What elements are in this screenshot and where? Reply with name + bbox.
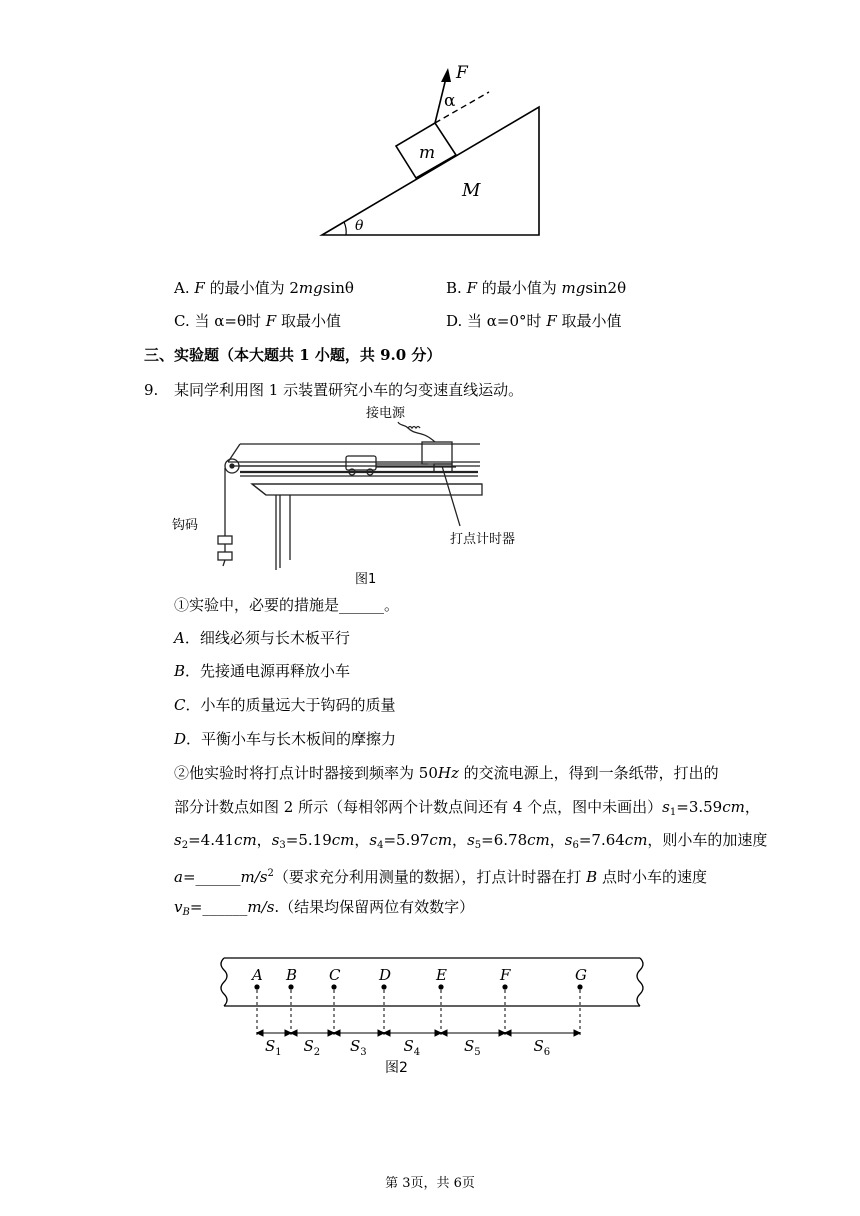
s2-sub: 2	[181, 840, 189, 851]
s5-comma: ，	[549, 831, 565, 849]
option-b-var: F	[466, 279, 477, 297]
page-footer: 第 3页，共 6页	[385, 1176, 475, 1191]
figure2-caption: 图2	[385, 1060, 408, 1076]
s3-value: =5.19	[285, 831, 332, 849]
option-d-var: F	[546, 312, 557, 330]
wedge-mass-label: M	[462, 180, 481, 201]
part1-option-c[interactable]	[174, 695, 396, 715]
option-c[interactable]	[174, 311, 341, 331]
segment-arrowhead	[257, 1030, 263, 1036]
accel-unit-sup: 2	[267, 868, 274, 879]
part1-prompt: ①实验中，必要的措施是______。	[174, 596, 400, 614]
part2-hz: Hz	[437, 764, 459, 782]
tape-dot-g	[577, 984, 582, 989]
segment-arrowhead	[574, 1030, 580, 1036]
s3-comma: ，	[354, 831, 370, 849]
part2-line4-tail: 点时小车的速度	[597, 868, 707, 886]
s2-value: =4.41	[188, 831, 235, 849]
theta-label: θ	[355, 218, 364, 234]
option-a-text2: sinθ	[322, 279, 354, 297]
timer-pointer	[442, 466, 460, 526]
part1-option-b[interactable]	[174, 661, 350, 681]
s1-comma: ，	[744, 798, 760, 816]
accel-var: a	[174, 868, 183, 886]
tape-point-label-b: B	[286, 966, 298, 984]
part2-line2	[174, 797, 760, 823]
s5-value: =6.78	[481, 831, 528, 849]
s3-var: s	[271, 831, 280, 849]
part1-b-text: ．先接通电源再释放小车	[185, 662, 351, 680]
part1-d-text: ．平衡小车与长木板间的摩擦力	[186, 730, 397, 748]
timer-label: 打点计时器	[450, 532, 516, 547]
tape-dot-a	[254, 984, 259, 989]
s5-unit: cm	[527, 831, 550, 849]
s3-sub: 3	[279, 840, 286, 851]
tape-left-tear	[221, 958, 227, 1006]
segment-arrowhead	[334, 1030, 340, 1036]
tape-right-tear	[637, 958, 643, 1006]
option-a-var: F	[194, 279, 205, 297]
force-arrowhead	[441, 68, 451, 82]
segment-label-3: $S_3$	[350, 1037, 367, 1058]
option-a[interactable]	[174, 278, 354, 298]
segment-label-6: $S_6$	[533, 1037, 551, 1058]
part1-a-text: ．细线必须与长木板平行	[184, 629, 350, 647]
tape-figure	[210, 950, 650, 1080]
s4-sub: 4	[377, 840, 384, 851]
option-c-letter: C.	[174, 312, 190, 330]
accel-unit: m/s	[240, 868, 268, 886]
segment-arrowhead	[291, 1030, 297, 1036]
option-c-text2: 取最小值	[276, 312, 341, 330]
tape-point-label-a: A	[252, 966, 263, 984]
question-stem: 某同学利用图 1 示装置研究小车的匀变速直线运动。	[174, 381, 524, 399]
segment-label-5: $S_5$	[464, 1037, 481, 1058]
option-b[interactable]	[446, 278, 626, 298]
power-label: 接电源	[366, 406, 406, 421]
section-heading: 三、实验题（本大题共 1 小题，共 9.0 分）	[144, 346, 442, 364]
s2-unit: cm	[234, 831, 257, 849]
part1-c-text: ．小车的质量远大于钩码的质量	[185, 696, 396, 714]
option-c-text: 当 α=θ时	[189, 312, 266, 330]
part1-a-letter: A	[174, 629, 185, 647]
segment-label-4: $S_4$	[403, 1037, 421, 1058]
weight-1	[218, 536, 232, 544]
segment-arrowhead	[441, 1030, 447, 1036]
part2-line1	[174, 763, 719, 783]
s4-comma: ，	[452, 831, 468, 849]
tape-point-label-e: E	[436, 966, 447, 984]
part1-option-a[interactable]	[174, 628, 350, 648]
incline-figure	[0, 0, 860, 250]
part2-line2-a: 部分计数点如图 2 所示（每相邻两个计数点间还有 4 个点，图中未画出）	[174, 798, 663, 816]
s1-sub: 1	[669, 807, 677, 818]
dot-timer	[422, 442, 452, 464]
part2-line4	[174, 864, 707, 887]
question-number: 9.	[144, 381, 159, 399]
part1-option-d[interactable]	[174, 729, 396, 749]
tape-dot-e	[438, 984, 443, 989]
s6-var: s	[564, 831, 573, 849]
option-b-mg: mg	[561, 279, 586, 297]
s4-value: =5.97	[383, 831, 430, 849]
option-b-text: 的最小值为	[477, 279, 562, 297]
option-a-letter: A.	[174, 279, 190, 297]
force-label: F	[456, 63, 468, 83]
part2-line4-text: （要求充分利用测量的数据），打点计时器在打	[273, 868, 587, 886]
s1-var: s	[662, 798, 670, 816]
velocity-sub: B	[182, 907, 190, 918]
s2-comma: ，	[256, 831, 272, 849]
part2-line1-b: 的交流电源上，得到一条纸带，打出的	[458, 764, 719, 782]
option-d-letter: D.	[446, 312, 463, 330]
option-c-var: F	[265, 312, 277, 330]
tape-dot-d	[381, 984, 386, 989]
s3-unit: cm	[331, 831, 355, 849]
theta-arc	[344, 222, 346, 235]
velocity-var: v	[174, 898, 183, 916]
alpha-label: α	[444, 91, 456, 111]
part2-line3-tail: ，则小车的加速度	[647, 831, 768, 849]
accel-blank[interactable]: =______	[182, 868, 241, 886]
part1-b-letter: B	[174, 662, 186, 680]
tape-point-label-g: G	[575, 966, 587, 984]
weight-label: 钩码	[172, 518, 199, 533]
option-a-text: 的最小值为 2	[204, 279, 299, 297]
s1-value: =3.59	[676, 798, 723, 816]
option-a-mg: mg	[298, 279, 323, 297]
velocity-blank[interactable]: =______	[189, 898, 248, 916]
cart	[346, 456, 376, 470]
s4-var: s	[369, 831, 378, 849]
tape-point-label-c: C	[329, 966, 341, 984]
part1-c-letter: C	[174, 696, 186, 714]
part1-d-letter: D	[174, 730, 187, 748]
part2-line1-a: ②他实验时将打点计时器接到频率为 50	[174, 764, 438, 782]
segment-arrowhead	[505, 1030, 511, 1036]
segment-arrowhead	[384, 1030, 390, 1036]
segment-label-2: $S_2$	[303, 1037, 321, 1058]
weight-2	[218, 552, 232, 560]
tape-dot-c	[331, 984, 336, 989]
apparatus-figure	[160, 400, 540, 590]
option-b-letter: B.	[446, 279, 462, 297]
part2-line3	[174, 830, 767, 856]
part2-line5	[174, 897, 474, 923]
s6-sub: 6	[572, 840, 579, 851]
s5-var: s	[467, 831, 475, 849]
s6-value: =7.64	[578, 831, 625, 849]
option-d-text2: 取最小值	[556, 312, 622, 330]
option-b-text2: sin2θ	[585, 279, 627, 297]
tape-point-label-d: D	[379, 966, 392, 984]
s4-unit: cm	[429, 831, 453, 849]
figure1-caption: 图1	[355, 572, 377, 587]
segment-label-1: $S_1$	[265, 1037, 282, 1058]
point-b-ref: B	[586, 868, 598, 886]
block-mass-label: m	[419, 143, 436, 163]
s6-unit: cm	[624, 831, 648, 849]
tape-point-label-f: F	[500, 966, 511, 984]
s5-sub: 5	[474, 840, 482, 851]
velocity-unit: m/s	[247, 898, 275, 916]
option-d[interactable]	[446, 311, 622, 331]
tape-dot-b	[288, 984, 293, 989]
option-d-text: 当 α=0°时	[462, 312, 547, 330]
tape-dot-f	[502, 984, 507, 989]
s1-unit: cm	[722, 798, 745, 816]
power-wire	[398, 422, 435, 442]
s2-var: s	[174, 831, 182, 849]
part2-line5-tail: .（结果均保留两位有效数字）	[274, 898, 475, 916]
